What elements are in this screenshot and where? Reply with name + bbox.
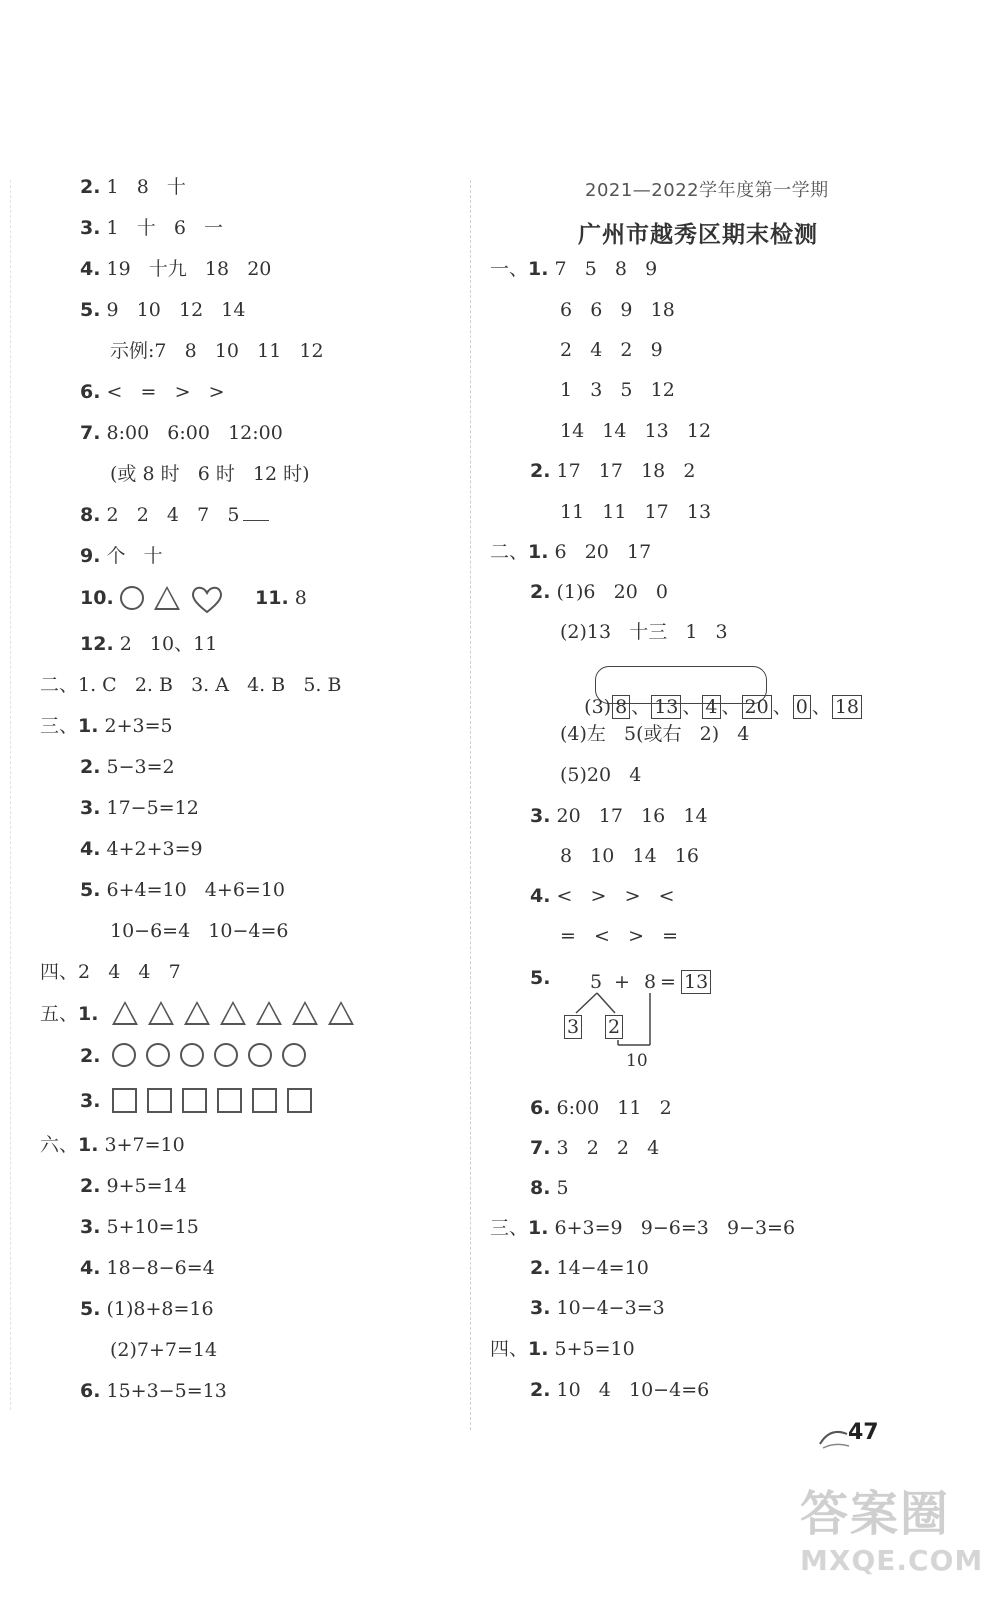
r-answer-1-1-c: 2 4 2 9	[560, 339, 663, 361]
r-answer-2-2-c: (3) 8 、 13 、 4 、 20 、 0 、 18	[560, 671, 863, 743]
exam-term: 2021—2022学年度第一学期	[585, 180, 829, 201]
sum-box: 13	[680, 970, 712, 994]
answer-3-1: 三、1. 2+3=5	[40, 715, 173, 737]
triangle-shape	[292, 1001, 318, 1025]
boxed-number: 13	[651, 695, 681, 719]
answer-1-2: 2. 1 8 十	[80, 176, 186, 198]
r-answer-2-7: 7. 3 2 2 4	[530, 1137, 660, 1159]
r-answer-2-3: 3. 20 17 16 14	[530, 805, 708, 827]
answer-6-5-b: (2)7+7=14	[110, 1339, 218, 1361]
make-ten-diagram	[560, 965, 730, 1075]
triangle-shape	[112, 1001, 138, 1025]
split-box-2: 2	[604, 1015, 624, 1039]
answer-5-2: 2.	[80, 1045, 101, 1067]
r-answer-4-1: 四、1. 5+5=10	[490, 1338, 635, 1360]
circle-shape	[146, 1043, 170, 1067]
r-answer-2-2-b: (2)13 十三 1 3	[560, 621, 728, 643]
r-answer-2-4-b: = < > =	[560, 925, 679, 947]
r-answer-1-1-d: 1 3 5 12	[560, 379, 675, 401]
circle-shape	[214, 1043, 238, 1067]
circle-shape	[180, 1043, 204, 1067]
answer-3-5-b: 10−6=4 10−4=6	[110, 920, 289, 942]
exam-title: 广州市越秀区期末检测	[578, 222, 818, 248]
heart-shape	[190, 586, 224, 614]
square-shape	[217, 1088, 242, 1113]
triangle-shape	[154, 586, 180, 610]
boxed-number: 8	[612, 695, 630, 719]
circle-shape	[282, 1043, 306, 1067]
answer-3-4: 4. 4+2+3=9	[80, 838, 203, 860]
watermark-logo	[800, 1475, 984, 1585]
boxed-number: 18	[832, 695, 862, 719]
answer-5-1-triangles	[112, 1001, 354, 1025]
addend-b: 8	[644, 971, 657, 993]
r-answer-2-2-e: (5)20 4	[560, 764, 642, 786]
r-answer-2-6: 6. 6:00 11 2	[530, 1097, 672, 1119]
r-answer-2-2: 2. (1)6 20 0	[530, 581, 669, 603]
circle-shape	[120, 586, 144, 610]
square-shape	[252, 1088, 277, 1113]
square-shape	[182, 1088, 207, 1113]
boxed-number: 20	[742, 695, 772, 719]
answer-1-6: 6. < = > >	[80, 381, 225, 403]
square-shape	[287, 1088, 312, 1113]
triangle-shape	[256, 1001, 282, 1025]
circle-shape	[112, 1043, 136, 1067]
answer-1-5-example: 示例:7 8 10 11 12	[110, 340, 324, 362]
answer-5-2-circles	[112, 1043, 306, 1067]
section-4-answers: 四、2 4 4 7	[40, 961, 181, 983]
square-shape	[112, 1088, 137, 1113]
equals-sign: =	[660, 971, 676, 993]
answer-6-5: 5. (1)8+8=16	[80, 1298, 214, 1320]
answer-1-12: 12. 2 10、11	[80, 633, 218, 655]
triangle-shape	[148, 1001, 174, 1025]
r-answer-2-4: 4. < > > <	[530, 885, 675, 907]
answer-6-3: 3. 5+10=15	[80, 1216, 199, 1238]
answer-1-8: 8. 2 2 4 7 5	[80, 503, 269, 527]
section-2-answers: 二、1. C 2. B 3. A 4. B 5. B	[40, 674, 342, 696]
r-answer-3-3: 3. 10−4−3=3	[530, 1297, 665, 1319]
r-answer-2-8: 8. 5	[530, 1177, 569, 1199]
answer-5-3: 3.	[80, 1090, 101, 1112]
r-answer-3-1: 三、1. 6+3=9 9−6=3 9−3=6	[490, 1217, 796, 1239]
answer-1-4: 4. 19 十九 18 20	[80, 258, 272, 280]
answer-1-5: 5. 9 10 12 14	[80, 299, 246, 321]
addend-a: 5	[590, 971, 603, 993]
answer-6-4: 4. 18−8−6=4	[80, 1257, 215, 1279]
split-box-1: 3	[563, 1015, 583, 1039]
answer-1-11: 11. 8	[255, 587, 307, 609]
answer-5-3-squares	[112, 1088, 312, 1113]
boxed-number: 0	[793, 695, 811, 719]
answer-1-7: 7. 8:00 6:00 12:00	[80, 422, 283, 444]
answer-1-7-alt: (或 8 时 6 时 12 时)	[110, 463, 310, 485]
triangle-shape	[220, 1001, 246, 1025]
answer-6-2: 2. 9+5=14	[80, 1175, 187, 1197]
triangle-shape	[184, 1001, 210, 1025]
circle-shape	[248, 1043, 272, 1067]
r-answer-4-2: 2. 10 4 10−4=6	[530, 1379, 710, 1401]
column-divider	[470, 180, 471, 1430]
page-number: 47	[848, 1420, 879, 1445]
r-answer-3-2: 2. 14−4=10	[530, 1257, 649, 1279]
answer-1-10: 10.	[80, 587, 114, 609]
answer-1-9: 9. 个 十	[80, 545, 163, 567]
triangle-shape	[328, 1001, 354, 1025]
answer-3-3: 3. 17−5=12	[80, 797, 199, 819]
r-answer-1-2-b: 11 11 17 13	[560, 501, 712, 523]
r-answer-2-1: 二、1. 6 20 17	[490, 541, 652, 563]
answer-6-6: 6. 15+3−5=13	[80, 1380, 227, 1402]
answer-3-5: 5. 6+4=10 4+6=10	[80, 879, 286, 901]
boxed-number: 4	[702, 695, 720, 719]
answer-1-3: 3. 1 十 6 一	[80, 217, 224, 239]
r-answer-1-1-e: 14 14 13 12	[560, 420, 712, 442]
plus-sign: +	[614, 971, 630, 993]
answer-5-1: 五、1.	[40, 1003, 99, 1025]
ten-label: 10	[626, 1051, 648, 1071]
left-margin-line	[10, 180, 11, 1410]
r-answer-1-2: 2. 17 17 18 2	[530, 460, 696, 482]
r-answer-2-3-b: 8 10 14 16	[560, 845, 699, 867]
watermark-text: 答案圈	[800, 1486, 951, 1542]
r-answer-1-1: 一、1. 7 5 8 9	[490, 258, 658, 280]
answer-6-1: 六、1. 3+7=10	[40, 1134, 185, 1156]
answer-3-2: 2. 5−3=2	[80, 756, 175, 778]
answer-1-10-shapes	[120, 586, 224, 614]
watermark-url: MXQE.COM	[800, 1544, 984, 1577]
r-answer-2-2-d: (4)左 5(或右 2) 4	[560, 723, 750, 745]
r-answer-1-1-b: 6 6 9 18	[560, 299, 675, 321]
r-answer-2-5: 5.	[530, 967, 551, 989]
square-shape	[147, 1088, 172, 1113]
